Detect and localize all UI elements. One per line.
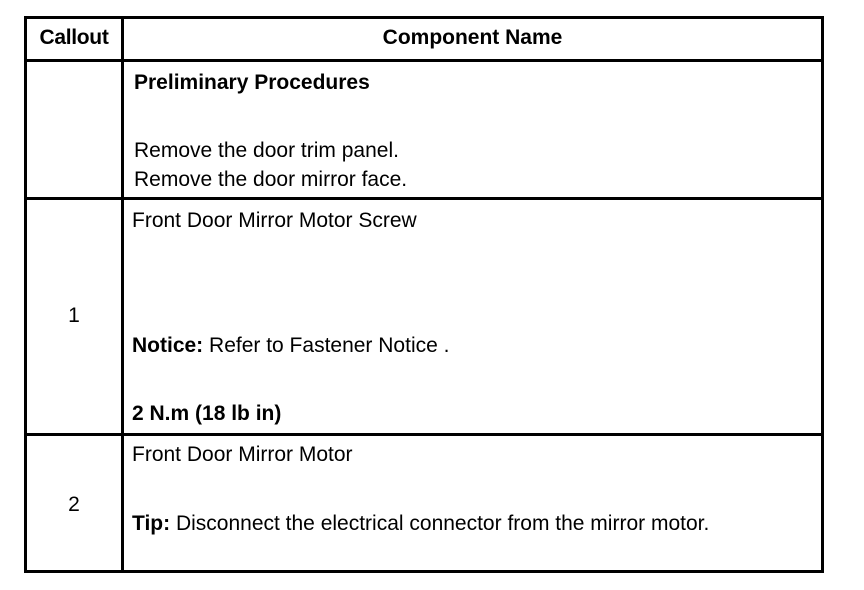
header-callout-label: Callout <box>39 26 109 49</box>
callout-number: 2 <box>68 493 80 516</box>
preliminary-step: Remove the door trim panel. <box>134 139 399 162</box>
callout-cell <box>27 436 124 570</box>
callout-cell <box>27 200 124 433</box>
component-cell <box>124 436 821 570</box>
notice-text: Refer to Fastener Notice . <box>203 334 450 357</box>
notice-label: Notice: <box>132 334 204 357</box>
component-cell <box>124 200 821 433</box>
notice-line <box>132 333 449 359</box>
preliminary-step: Remove the door mirror face. <box>134 168 408 191</box>
preliminary-procedures-row <box>27 59 821 197</box>
tip-line <box>132 511 709 537</box>
component-name: Front Door Mirror Motor Screw <box>132 209 417 232</box>
table-row <box>27 197 821 433</box>
table-row <box>27 433 821 570</box>
preliminary-heading: Preliminary Procedures <box>134 71 370 94</box>
header-component-name-cell <box>124 19 821 59</box>
preliminary-callout-cell <box>27 62 124 197</box>
header-callout-cell <box>27 19 124 59</box>
tip-text: Disconnect the electrical connector from the mirror motor. <box>170 512 710 535</box>
callout-number: 1 <box>68 304 80 327</box>
component-table <box>24 16 824 573</box>
preliminary-content-cell <box>124 62 821 197</box>
table-header-row <box>27 19 821 59</box>
header-component-name-label: Component Name <box>382 26 563 49</box>
torque-spec: 2 N.m (18 lb in) <box>132 402 282 425</box>
tip-label: Tip: <box>132 512 171 535</box>
component-name: Front Door Mirror Motor <box>132 443 353 466</box>
